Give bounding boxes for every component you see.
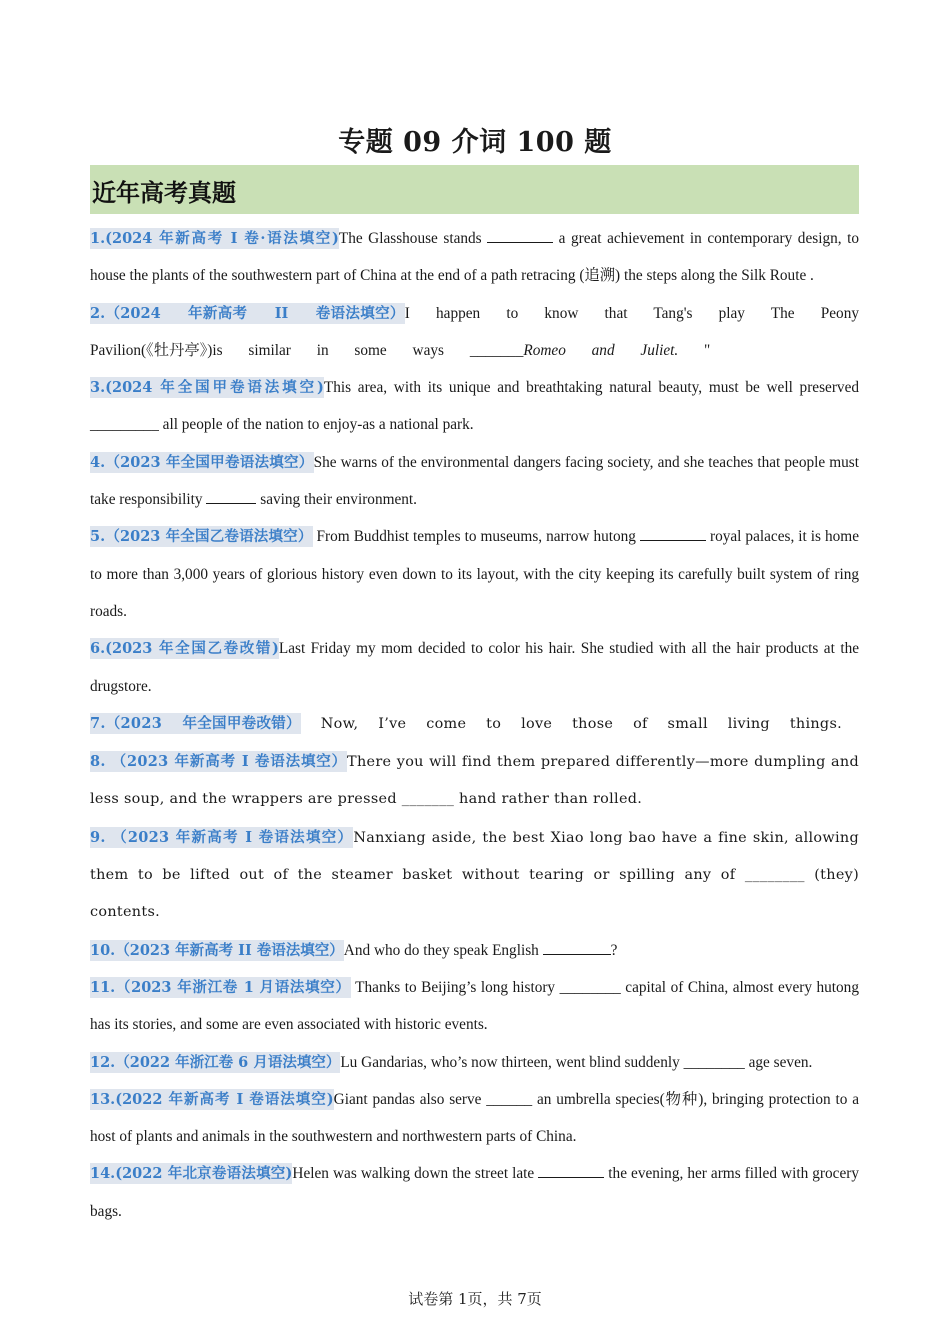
question-text: a great achievement in contemporary design, to house the plants of the southwestern part of China at the end of a path retracing (追溯) the steps along the Silk Route .	[90, 230, 859, 285]
question-text: ?	[610, 941, 618, 959]
question-source-tag: 12.（2022 年浙江卷 6 月语法填空）	[90, 1053, 341, 1071]
question-text: There you will find them prepared differently—more dumpling and less soup, and the wrappers are pressed	[90, 754, 859, 808]
question-source-tag: 14.(2022 年北京卷语法填空)	[90, 1165, 293, 1183]
question-5	[90, 518, 859, 630]
page-title: 专题 09 介词 100 题	[338, 127, 612, 158]
question-7	[90, 705, 859, 743]
question-text: "	[678, 341, 711, 359]
question-text: The Glasshouse stands	[338, 230, 488, 247]
question-source-tag: 2.（2024 年新高考 II 卷语法填空）	[90, 304, 405, 322]
question-6	[90, 630, 859, 705]
question-12	[90, 1044, 859, 1081]
question-text: age seven.	[744, 1053, 813, 1071]
answer-blank[interactable]	[206, 490, 256, 504]
answer-blank[interactable]	[487, 229, 553, 243]
question-1	[90, 220, 859, 295]
question-text: (they) contents.	[90, 867, 859, 921]
answer-blank[interactable]: ________	[744, 867, 805, 884]
question-text: From Buddhist temples to museums, narrow hutong	[312, 528, 640, 546]
question-source-tag: 7.（2023 年全国甲卷改错）	[90, 714, 301, 732]
section-title: 近年高考真题	[92, 179, 236, 207]
question-text: capital of China, almost every hutong has its stories, and some are even associated with historic events.	[90, 978, 859, 1034]
question-2	[90, 295, 859, 370]
question-9	[90, 819, 859, 932]
question-10	[90, 932, 859, 969]
question-text: And who do they speak English	[343, 941, 543, 959]
question-text: saving their environment.	[256, 491, 418, 509]
answer-blank[interactable]: _______	[469, 341, 524, 359]
question-text-italic: Romeo and Juliet.	[523, 341, 679, 359]
question-text: Giant pandas also serve	[333, 1090, 487, 1108]
question-4	[90, 444, 859, 519]
question-source-tag: 4.（2023 年全国甲卷语法填空）	[90, 453, 314, 471]
question-source-tag: 11.（2023 年浙江卷 1 月语法填空）	[90, 978, 351, 996]
page-footer: 试卷第 1页，共 7页	[408, 1290, 542, 1308]
question-text: Lu Gandarias, who’s now thirteen, went blind suddenly	[340, 1053, 684, 1071]
answer-blank[interactable]	[640, 527, 706, 541]
question-source-tag: 10.（2023 年新高考 II 卷语法填空）	[90, 941, 344, 959]
question-8	[90, 743, 859, 819]
question-14	[90, 1155, 859, 1230]
question-text: all people of the nation to enjoy-as a national park.	[158, 416, 474, 434]
question-text: Helen was walking down the street late	[292, 1165, 539, 1183]
answer-blank[interactable]	[538, 1164, 604, 1178]
question-text: Now, I’ve come to love those of small living things.	[300, 715, 843, 732]
question-text: Thanks to Beijing’s long history	[350, 978, 560, 996]
section-header	[90, 165, 859, 214]
question-source-tag: 1.(2024 年新高考 I 卷·语法填空)	[90, 230, 339, 247]
question-text: This area, with its unique and breathtaking natural beauty, must be well preserved	[323, 379, 860, 397]
question-text: Last Friday my mom decided to color his hair. She studied with all the hair products at the drugstore.	[90, 640, 860, 695]
question-text: Nanxiang aside, the best Xiao long bao have a fine skin, allowing them to be lifted out of the steamer basket without tearing or spilling any of	[90, 829, 859, 884]
question-13	[90, 1081, 859, 1156]
question-source-tag: 8. （2023 年新高考 I 卷语法填空）	[90, 753, 348, 771]
answer-blank[interactable]: _________	[90, 416, 159, 434]
question-text: royal palaces, it is home to more than 3,000 years of glorious history even down to its layout, with the city keeping its carefully built system of ring roads.	[90, 528, 859, 620]
question-source-tag: 5.（2023 年全国乙卷语法填空）	[90, 528, 313, 546]
question-source-tag: 9. （2023 年新高考 I 卷语法填空）	[90, 828, 354, 846]
answer-blank[interactable]: _______	[401, 791, 455, 808]
question-text: I happen to know that Tang's play The Peony Pavilion(《牡丹亭》)is similar in some ways	[90, 304, 860, 359]
question-source-tag: 3.(2024 年全国甲卷语法填空)	[90, 379, 324, 397]
question-source-tag: 13.(2022 年新高考 I 卷语法填空)	[90, 1090, 334, 1108]
question-text: hand rather than rolled.	[454, 791, 643, 808]
question-text: an umbrella species(物种), bringing protection to a host of plants and animals in the southwestern and northwestern parts of China.	[90, 1090, 859, 1146]
answer-blank[interactable]: ________	[559, 978, 621, 996]
question-text: the evening, her arms filled with grocery bags.	[90, 1165, 859, 1220]
answer-blank[interactable]: ________	[683, 1053, 745, 1071]
question-3	[90, 369, 859, 444]
answer-blank[interactable]: ______	[486, 1090, 533, 1108]
question-source-tag: 6.(2023 年全国乙卷改错)	[90, 640, 279, 658]
question-list	[90, 220, 859, 1230]
answer-blank[interactable]	[543, 941, 611, 955]
question-11	[90, 969, 859, 1044]
question-text: She warns of the environmental dangers facing society, and she teaches that people must take responsibility	[90, 453, 860, 509]
